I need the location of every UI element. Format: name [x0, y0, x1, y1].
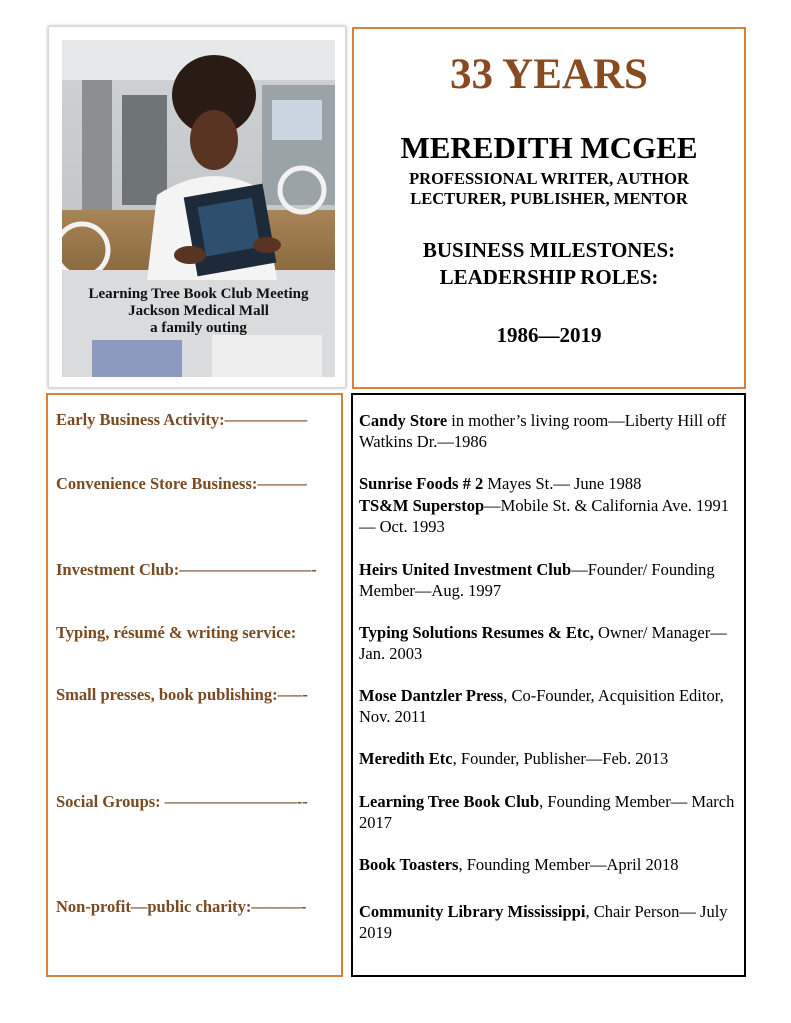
entry-learning-tree	[359, 791, 741, 833]
caption-line-2: Jackson Medical Mall	[128, 303, 269, 319]
category-column	[46, 393, 343, 977]
entry-detail: , Co-Founder, Acquisition Editor, Nov. 2011	[359, 686, 724, 726]
entry-community-library	[359, 901, 741, 943]
roles-line-2: LECTURER, PUBLISHER, MENTOR	[410, 189, 688, 208]
entry-title: Sunrise Foods # 2	[359, 474, 484, 493]
caption-line-1: Learning Tree Book Club Meeting	[88, 286, 309, 302]
photo-frame	[48, 26, 346, 388]
entry-mose-dantzler	[359, 685, 741, 727]
title-box	[352, 27, 746, 389]
category-small-presses: Small presses, book publishing:—–-	[56, 685, 308, 704]
book-club-photo	[62, 40, 335, 377]
entries-column	[351, 393, 746, 977]
caption-line-3: a family outing	[150, 320, 247, 336]
entry-title: Mose Dantzler Press	[359, 686, 504, 705]
entry-detail: , Founding Member—April 2018	[458, 855, 679, 874]
entry-detail: , Founding Member— March 2017	[359, 792, 735, 832]
entry-detail: , Chair Person— July 2019	[359, 902, 728, 942]
category-convenience-store: Convenience Store Business:———	[56, 474, 307, 493]
entry-sunrise-foods	[359, 473, 741, 494]
entry-detail: —Mobile St. & California Ave. 1991— Oct. 1993	[359, 496, 730, 536]
category-social-groups: Social Groups: ————————--	[56, 792, 308, 811]
entry-detail: Owner/ Manager—Jan. 2003	[359, 623, 727, 663]
milestones-line-2: LEADERSHIP ROLES:	[439, 265, 659, 289]
entry-detail: —Founder/ Founding Member—Aug. 1997	[359, 560, 715, 600]
category-typing-service: Typing, résumé & writing service:	[56, 623, 297, 642]
entry-meredith-etc	[359, 748, 741, 769]
category-early-business: Early Business Activity:—————	[56, 410, 308, 429]
entry-title: Community Library Mississippi	[359, 902, 586, 921]
entry-title: Meredith Etc	[359, 749, 453, 768]
entry-typing-solutions	[359, 622, 741, 664]
milestones-line-1: BUSINESS MILESTONES:	[422, 238, 676, 262]
category-investment-club: Investment Club:————————-	[56, 560, 317, 579]
entry-title: Typing Solutions Resumes & Etc,	[359, 623, 594, 642]
entry-book-toasters	[359, 854, 741, 875]
entry-detail: , Founder, Publisher—Feb. 2013	[452, 749, 669, 768]
photo-caption	[62, 286, 335, 337]
roles	[354, 169, 744, 209]
roles-line-1: PROFESSIONAL WRITER, AUTHOR	[409, 169, 689, 188]
entry-candy-store	[359, 410, 741, 452]
entry-title: Book Toasters	[359, 855, 459, 874]
date-range: 1986—2019	[496, 323, 602, 347]
milestones-heading	[354, 237, 744, 291]
entry-detail: Mayes St.— June 1988	[483, 474, 642, 493]
category-non-profit: Non-profit—public charity:———-	[56, 897, 307, 916]
entry-detail: in mother’s living room—Liberty Hill off Watkins Dr.—1986	[359, 411, 727, 451]
entry-title: Learning Tree Book Club	[359, 792, 540, 811]
entry-heirs-united	[359, 559, 741, 601]
entry-title: Candy Store	[359, 411, 448, 430]
entry-title: Heirs United Investment Club	[359, 560, 572, 579]
years-heading: 33 YEARS	[450, 51, 648, 98]
entry-tsm-superstop	[359, 495, 741, 537]
entry-title: TS&M Superstop	[359, 496, 485, 515]
author-name: MEREDITH MCGEE	[400, 130, 698, 165]
